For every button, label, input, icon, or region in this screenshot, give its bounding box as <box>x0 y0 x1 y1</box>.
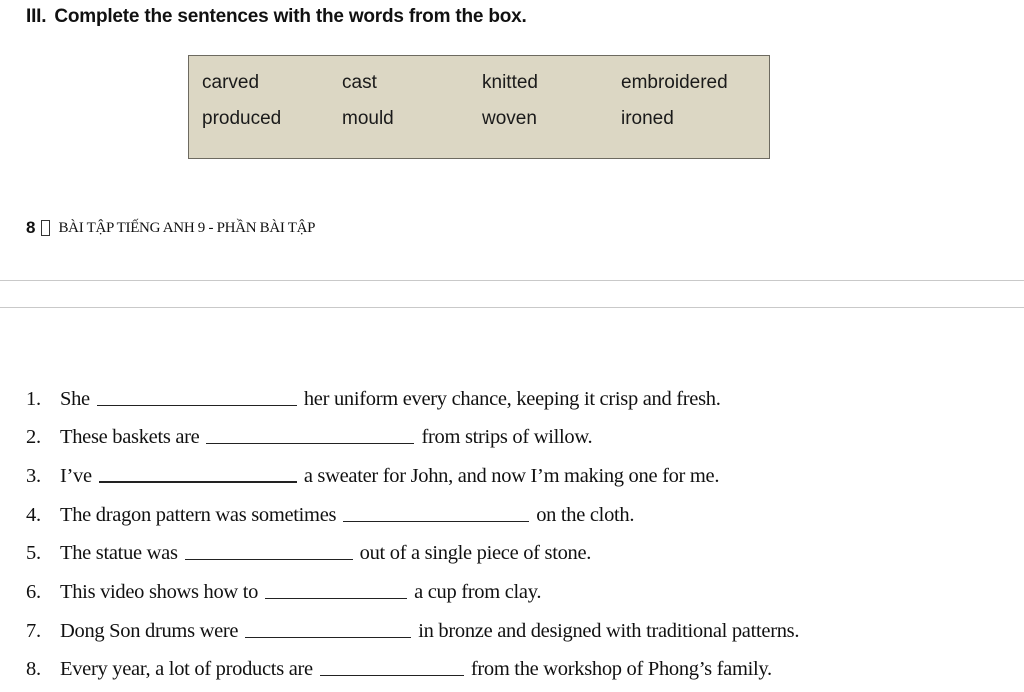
sentence-number: 5. <box>26 542 41 564</box>
answer-blank[interactable] <box>343 520 529 522</box>
sentence-number: 1. <box>26 388 41 410</box>
page-divider <box>0 307 1024 308</box>
exercise-number: III. <box>26 6 47 27</box>
answer-blank[interactable] <box>99 480 297 483</box>
word-box-word: mould <box>342 108 394 129</box>
word-box-word: produced <box>202 108 282 129</box>
sentence-after: her uniform every chance, keeping it crisp and fresh. <box>303 388 721 410</box>
sentence-number: 7. <box>26 620 41 642</box>
sentence-before: These baskets are <box>60 426 200 448</box>
exercise-instruction: Complete the sentences with the words from the box. <box>54 6 527 27</box>
sentence-after: from the workshop of Phong’s family. <box>470 658 772 680</box>
answer-blank[interactable] <box>320 674 464 676</box>
sentence-before: Dong Son drums were <box>60 620 239 642</box>
sentence-before: The statue was <box>60 542 178 564</box>
sentence-item <box>26 465 719 488</box>
sentence-number: 6. <box>26 581 41 603</box>
sentence-item <box>26 581 541 604</box>
page-footer <box>26 218 315 238</box>
page-divider <box>0 280 1024 281</box>
sentence-item <box>26 658 772 681</box>
exercise-heading <box>26 6 527 28</box>
sentence-before: I’ve <box>60 465 92 487</box>
sentence-item <box>26 504 634 527</box>
sentence-number: 4. <box>26 504 41 526</box>
sentence-item <box>26 620 799 643</box>
word-box-word: ironed <box>621 108 674 129</box>
word-box-word: cast <box>342 72 377 93</box>
sentence-after: on the cloth. <box>536 504 635 526</box>
sentence-number: 2. <box>26 426 41 448</box>
answer-blank[interactable] <box>245 636 411 638</box>
book-title: BÀI TẬP TIẾNG ANH 9 - PHẦN BÀI TẬP <box>58 219 316 236</box>
sentence-after: in bronze and designed with traditional patterns. <box>418 620 800 642</box>
sentence-after: a sweater for John, and now I’m making one for me. <box>303 465 720 487</box>
sentence-after: from strips of willow. <box>421 426 593 448</box>
word-box-word: embroidered <box>621 72 728 93</box>
sentence-item <box>26 426 592 449</box>
sentence-before: The dragon pattern was sometimes <box>60 504 337 526</box>
sentence-before: Every year, a lot of products are <box>60 658 313 680</box>
word-box-word: carved <box>202 72 260 93</box>
sentence-before: This video shows how to <box>60 581 259 603</box>
word-box-word: knitted <box>482 72 538 93</box>
answer-blank[interactable] <box>265 597 407 599</box>
answer-blank[interactable] <box>97 404 297 406</box>
sentence-item <box>26 388 721 411</box>
sentence-after: out of a single piece of stone. <box>359 542 592 564</box>
answer-blank[interactable] <box>185 558 353 560</box>
answer-blank[interactable] <box>206 442 414 444</box>
page-number: 8 <box>26 218 36 237</box>
sentence-item <box>26 542 591 565</box>
word-box <box>188 55 770 159</box>
sentence-before: She <box>60 388 90 410</box>
sentence-number: 8. <box>26 658 41 680</box>
missing-glyph-icon <box>41 220 50 236</box>
sentence-number: 3. <box>26 465 41 487</box>
word-box-word: woven <box>482 108 537 129</box>
sentence-after: a cup from clay. <box>414 581 542 603</box>
